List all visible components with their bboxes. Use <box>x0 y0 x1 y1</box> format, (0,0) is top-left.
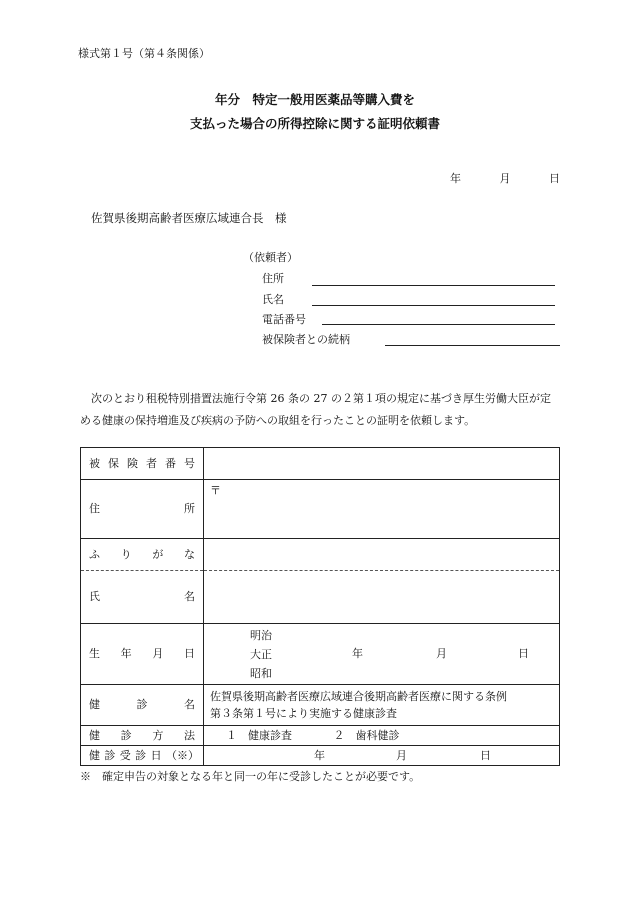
date-day: 日 <box>549 172 560 185</box>
requester-name-label: 氏名 <box>262 293 284 306</box>
method-dental-checkup[interactable]: ２ 歯科健診 <box>333 728 400 742</box>
era-options <box>210 626 272 683</box>
date-month: 月 <box>499 172 511 185</box>
document-title-line2: 支払った場合の所得控除に関する証明依頼書 <box>189 116 440 131</box>
name-label: 氏 名 <box>81 571 204 624</box>
checkup-date-field[interactable] <box>204 746 560 766</box>
requester-address-line[interactable] <box>312 285 555 286</box>
requester-name-line[interactable] <box>312 305 555 306</box>
document-title-line1: 年分 特定一般用医薬品等購入費を <box>214 92 415 107</box>
insured-number-field[interactable] <box>204 448 560 480</box>
table-row-checkup-name <box>81 685 560 726</box>
checkup-year-label: 年 <box>314 748 325 762</box>
table-row-insured-number <box>81 448 560 480</box>
checkup-month-label: 月 <box>396 748 407 762</box>
requester-address-label: 住所 <box>262 272 284 285</box>
postal-mark: 〒 <box>210 484 221 497</box>
table-row-furigana <box>81 539 560 571</box>
era-meiji[interactable]: 明治 <box>250 628 272 642</box>
address-label: 住 所 <box>81 480 204 539</box>
addressee: 佐賀県後期高齢者医療広域連合長 様 <box>91 211 287 225</box>
requester-relation-label: 被保険者との続柄 <box>262 333 350 346</box>
method-health-checkup[interactable]: １ 健康診査 <box>226 728 292 742</box>
form-number: 様式第１号（第４条関係） <box>78 47 210 60</box>
requester-relation-line[interactable] <box>385 345 560 346</box>
footnote: ※ 確定申告の対象となる年と同一の年に受診したことが必要です。 <box>80 770 421 783</box>
requester-phone-label: 電話番号 <box>262 313 306 326</box>
table-row-name <box>81 571 560 624</box>
birthdate-label: 生 年 月 日 <box>81 624 204 685</box>
era-taisho[interactable]: 大正 <box>250 647 272 661</box>
birth-year-label: 年 <box>352 647 363 661</box>
checkup-date-label: 健 診 受 診 日 （※） <box>81 746 204 766</box>
checkup-method-label: 健 診 方 法 <box>81 726 204 746</box>
certificate-table <box>80 447 560 766</box>
table-row-address <box>81 480 560 539</box>
checkup-name-value: 佐賀県後期高齢者医療広域連合後期高齢者医療に関する条例 第３条第１号により実施する健康診査 <box>204 685 560 726</box>
birthdate-field[interactable] <box>204 624 560 685</box>
requester-phone-line[interactable] <box>322 324 555 325</box>
birthdate-ymd <box>352 626 529 683</box>
birth-day-label: 日 <box>518 647 529 661</box>
checkup-method-options <box>204 726 560 746</box>
era-showa[interactable]: 昭和 <box>250 666 272 680</box>
address-field[interactable] <box>204 480 560 539</box>
request-date <box>450 172 560 185</box>
date-year: 年 <box>450 172 461 185</box>
furigana-label: ふ り が な <box>81 539 204 571</box>
table-row-checkup-method <box>81 726 560 746</box>
requester-heading: （依頼者） <box>243 251 298 264</box>
request-statement: 次のとおり租税特別措置法施行令第 26 条の 27 の２第１項の規定に基づき厚生労働大臣が定める健康の保持増進及び疾病の予防への取組を行ったことの証明を依頼します。 <box>80 392 551 427</box>
furigana-field[interactable] <box>204 539 560 571</box>
table-row-birthdate <box>81 624 560 685</box>
birth-month-label: 月 <box>436 647 447 661</box>
insured-number-label: 被 保 険 者 番 号 <box>81 448 204 480</box>
name-field[interactable] <box>204 571 560 624</box>
checkup-name-label: 健 診 名 <box>81 685 204 726</box>
table-row-checkup-date <box>81 746 560 766</box>
checkup-day-label: 日 <box>480 748 491 762</box>
